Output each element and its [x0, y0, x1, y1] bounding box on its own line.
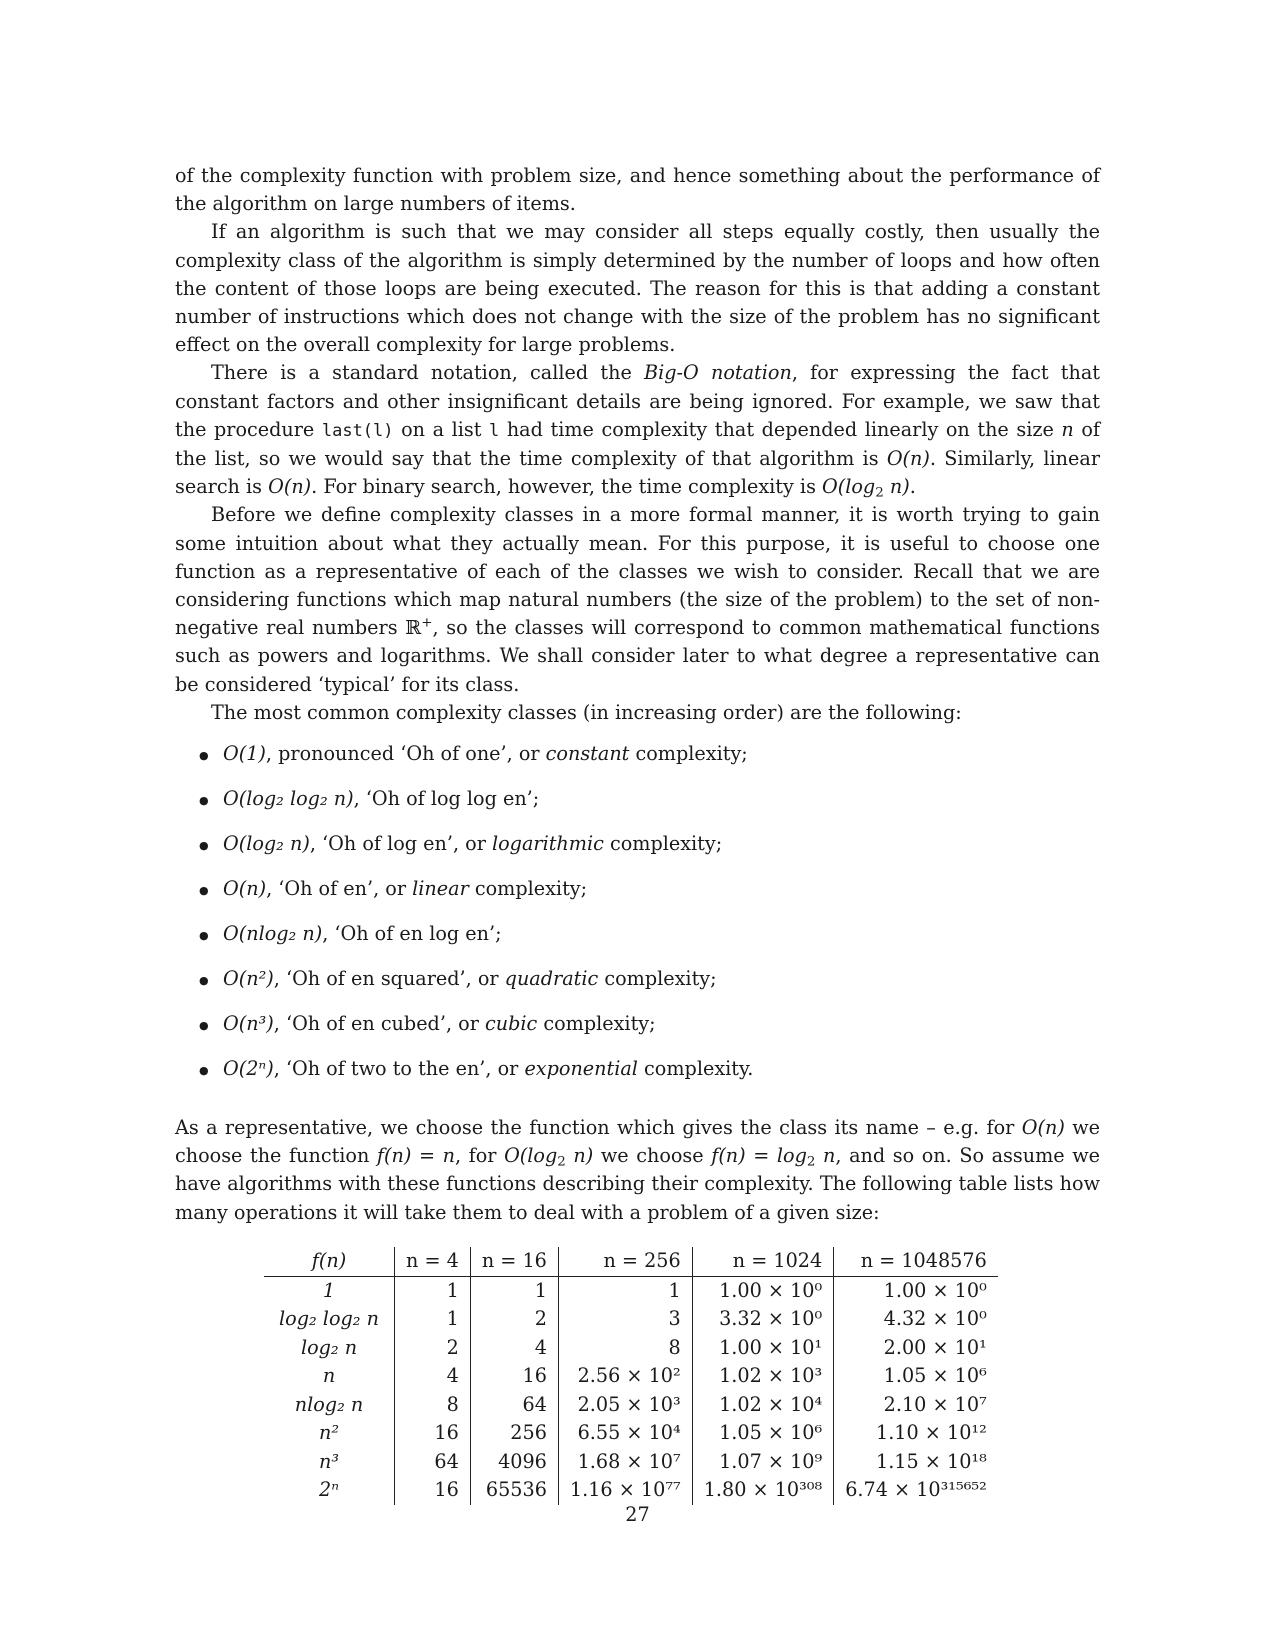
table-cell-fn: n [322, 1364, 336, 1387]
paragraph: The most common complexity classes (in increasing order) are the following: [211, 700, 962, 724]
table-row [264, 1476, 998, 1505]
table-row [264, 1305, 998, 1334]
table-cell-fn: n³ [318, 1449, 340, 1473]
math: $O(\log_2$ n) [504, 1144, 594, 1170]
bullet-icon: ● [199, 884, 209, 898]
math: O(log₂ log₂ n) [223, 787, 354, 811]
table-cell: 64 [395, 1448, 471, 1477]
table-cell: 4 [395, 1362, 471, 1391]
table-cell: 64 [470, 1391, 558, 1420]
table-cell-fn: 2ⁿ [319, 1478, 339, 1501]
table-header-row [264, 1247, 998, 1276]
table-cell: 2.10 × 10⁷ [834, 1391, 998, 1420]
table-cell: 1.10 × 10¹² [834, 1419, 998, 1448]
bullet-icon: ● [199, 1019, 209, 1033]
page-number: 27 [625, 1503, 650, 1526]
table-cell-fn: log₂ log₂ n [279, 1307, 379, 1330]
list-item: ● O(log₂ log₂ n), ‘Oh of log log en’; [199, 785, 1100, 830]
math: O(nlog₂ n) [223, 922, 323, 946]
math: ℝ+ [405, 615, 433, 640]
paragraph: As a representative, we choose the function which gives the class its name – e.g. for O(n) we choose the function f(n) = n, for $O(\log_2$ n) we choose $f(n) = \log_2 n$, and so on. So assume we have algorithms with these functions describing their complexity. The following table lists how many operations it will take them to deal with a problem of a given size: [175, 1116, 1101, 1224]
emphasis: constant [545, 742, 630, 766]
table-row [264, 1419, 998, 1448]
emphasis: logarithmic [491, 832, 604, 856]
table-cell: 8 [558, 1334, 692, 1363]
list-item: ● O(n²), ‘Oh of en squared’, or quadratic complexity; [199, 965, 1100, 1010]
table-cell: 1 [395, 1276, 471, 1305]
paragraph-big-o: There is a standard notation, called the Big-O notation, for expressing the fact that constant factors and other insignificant details are being ignored. For example, we saw that the procedure last(l) on a list l had time complexity that depended linearly on the size n of the list, so we would say that the time complexity of that algorithm is O(n). Similarly, linear search is O(n). For binary search, however, the time complexity is $O(\log_2$ n). [175, 361, 1100, 501]
table-cell: 16 [395, 1419, 471, 1448]
code: last(l) [321, 420, 394, 441]
emphasis: cubic [484, 1012, 538, 1036]
math: O(1) [223, 742, 266, 766]
emphasis: linear [412, 877, 469, 901]
table-cell: 1.00 × 10⁰ [692, 1276, 834, 1305]
list-item: ● O(n³), ‘Oh of en cubed’, or cubic complexity; [199, 1010, 1100, 1055]
table-cell: 1.68 × 10⁷ [558, 1448, 692, 1477]
table-cell: 1 [470, 1276, 558, 1305]
table-header: n = 256 [558, 1247, 692, 1276]
table-cell: 16 [395, 1476, 471, 1505]
bullet-icon: ● [199, 929, 209, 943]
table-header: n = 1024 [692, 1247, 834, 1276]
table-header: n = 16 [470, 1247, 558, 1276]
table-cell: 2.00 × 10¹ [834, 1334, 998, 1363]
table-header-fn: f(n) [264, 1247, 395, 1276]
math: O(2ⁿ) [223, 1057, 274, 1081]
math: O(log₂ n) [223, 832, 310, 856]
math: O(n) [886, 447, 930, 471]
paragraph: If an algorithm is such that we may consider all steps equally costly, then usually the complexity class of the algorithm is simply determined by the number of loops and how often the content of those loops are being executed. The reason for this is that adding a constant number of instructions which does not change with the size of the problem has no significant effect on the overall complexity for large problems. [175, 220, 1100, 357]
table-cell: 1.80 × 10³⁰⁸ [692, 1476, 834, 1505]
table-cell: 1 [558, 1276, 692, 1305]
table-row [264, 1391, 998, 1420]
list-item: ● O(nlog₂ n), ‘Oh of en log en’; [199, 920, 1100, 965]
bullet-icon: ● [199, 974, 209, 988]
math: O(n) [268, 475, 312, 499]
list-item: ● O(log₂ n), ‘Oh of log en’, or logarithmic complexity; [199, 830, 1100, 875]
math: O(n) [223, 877, 267, 901]
table-row [264, 1362, 998, 1391]
paragraph: of the complexity function with problem size, and hence something about the performance of the algorithm on large numbers of items. [175, 164, 1100, 216]
table-cell: 1.05 × 10⁶ [834, 1362, 998, 1391]
table-cell-fn: n² [318, 1421, 340, 1444]
code: l [489, 420, 500, 441]
table-cell: 256 [470, 1419, 558, 1448]
table-cell: 4096 [470, 1448, 558, 1477]
table-cell: 4 [470, 1334, 558, 1363]
math: $O(\log_2$ n) [822, 475, 910, 501]
table-cell: 2.56 × 10² [558, 1362, 692, 1391]
table-row [264, 1334, 998, 1363]
table-cell: 6.55 × 10⁴ [558, 1419, 692, 1448]
growth-table [264, 1247, 998, 1505]
table-cell: 3.32 × 10⁰ [692, 1305, 834, 1334]
table-cell: 1.05 × 10⁶ [692, 1419, 834, 1448]
table-cell: 2 [470, 1305, 558, 1334]
table-cell: 1.16 × 10⁷⁷ [558, 1476, 692, 1505]
table-cell: 6.74 × 10³¹⁵⁶⁵² [834, 1476, 998, 1505]
emphasis: Big-O notation [644, 361, 792, 385]
math: O(n²) [223, 967, 274, 991]
table-row [264, 1448, 998, 1477]
table-header: n = 1048576 [834, 1247, 998, 1276]
table-cell: 1 [395, 1305, 471, 1334]
math: n [1061, 417, 1074, 441]
table-cell: 65536 [470, 1476, 558, 1505]
table-cell: 1.02 × 10⁴ [692, 1391, 834, 1420]
bullet-icon: ● [199, 794, 209, 808]
table-cell-fn: 1 [322, 1278, 336, 1302]
bullet-icon: ● [199, 749, 209, 763]
table-cell: 8 [395, 1391, 471, 1420]
emphasis: exponential [524, 1057, 638, 1081]
table-cell: 1.07 × 10⁹ [692, 1448, 834, 1477]
math: $f(n) = \log_2 n$ [711, 1144, 836, 1170]
body-text [175, 162, 1100, 1227]
list-item: ● O(1), pronounced ‘Oh of one’, or constant complexity; [199, 740, 1100, 785]
table-cell-fn: log₂ n [300, 1335, 358, 1359]
table-cell: 2.05 × 10³ [558, 1391, 692, 1420]
list-item: ● O(n), ‘Oh of en’, or linear complexity; [199, 875, 1100, 920]
math: O(n³) [223, 1012, 274, 1036]
complexity-class-list [175, 740, 1100, 1100]
table-cell: 16 [470, 1362, 558, 1391]
table-cell: 4.32 × 10⁰ [834, 1305, 998, 1334]
table-cell: 1.02 × 10³ [692, 1362, 834, 1391]
bullet-icon: ● [199, 839, 209, 853]
table-cell: 1.00 × 10⁰ [834, 1276, 998, 1305]
table-cell: 2 [395, 1334, 471, 1363]
table-header: n = 4 [395, 1247, 471, 1276]
bullet-icon: ● [199, 1064, 209, 1078]
table-cell: 1.15 × 10¹⁸ [834, 1448, 998, 1477]
emphasis: quadratic [504, 967, 599, 991]
list-item: ● O(2ⁿ), ‘Oh of two to the en’, or exponential complexity. [199, 1055, 1100, 1100]
table-cell-fn: nlog₂ n [294, 1392, 364, 1416]
table-cell: 1.00 × 10¹ [692, 1334, 834, 1363]
table-cell: 3 [558, 1305, 692, 1334]
table-row [264, 1276, 998, 1305]
paragraph: Before we define complexity classes in a more formal manner, it is worth trying to gain some intuition about what they actually mean. For this purpose, it is useful to choose one function as a representative of each of the classes we wish to consider. Recall that we are considering functions which map natural numbers (the size of the problem) to the set of non-negative real numbers ℝ+, so the classes will correspond to common mathematical functions such as powers and logarithms. We shall consider later to what degree a representative can be considered ‘typical’ for its class. [175, 503, 1100, 696]
